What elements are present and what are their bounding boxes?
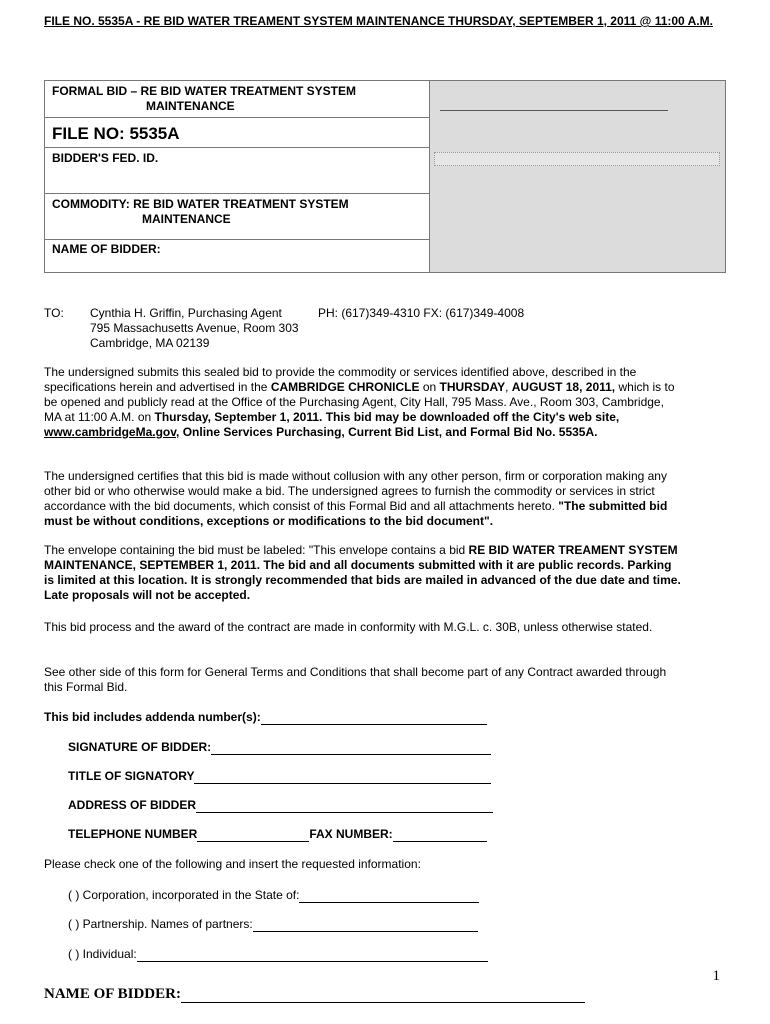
bid-paragraph-3: The envelope containing the bid must be labeled: "This envelope contains a bid RE BID WATER TREAMENT SYSTEM MAINTENANCE, SEPTEMBER 1, 2011. The bid and all documents submitted with it are public records. Parking is limited at this location. It is strongly recommended that bids are mailed in advanced of the due date and time. Late proposals will not be accepted. [44, 543, 681, 602]
formal-bid-title-cont: MAINTENANCE [146, 99, 235, 113]
box-rule [45, 147, 429, 148]
address-field: ADDRESS OF BIDDER [68, 798, 493, 813]
formal-bid-title: FORMAL BID – RE BID WATER TREATMENT SYSTEM [52, 84, 357, 98]
signature-input[interactable] [211, 742, 491, 755]
footer-bidder-input[interactable] [181, 988, 585, 1003]
title-field: TITLE OF SIGNATORY [68, 769, 491, 784]
addenda-field: This bid includes addenda number(s): [44, 710, 487, 725]
corporation-state-input[interactable] [299, 890, 479, 903]
corporation-checkbox[interactable]: ( ) Corporation, incorporated in the State of: [68, 888, 300, 902]
telephone-input[interactable] [197, 829, 309, 842]
page-number: 1 [712, 968, 720, 984]
name-of-bidder-label: NAME OF BIDDER: [52, 242, 161, 256]
box-divider [429, 81, 430, 272]
to-city: Cambridge, MA 02139 [90, 336, 210, 350]
addenda-input[interactable] [261, 712, 487, 725]
bid-paragraph-1: The undersigned submits this sealed bid to provide the commodity or services identified above, described in the specifications herein and advertised in the CAMBRIDGE CHRONICLE on THURSDAY, AUGUST 18, 2011, which is to be opened and publicly read at the Office of the Purchasing Agent, City Hall, 795 Mass. Ave., Room 303, Cambridge, MA at 11:00 A.M. on Thursday, September 1, 2011. This bid may be downloaded off the City's web site, www.cambridgeMa.gov, Online Services Purchasing, Current Bid List, and Formal Bid No. 5535A. [44, 365, 675, 439]
gray-panel-line [440, 110, 668, 111]
signature-field: SIGNATURE OF BIDDER: [68, 740, 491, 755]
bid-paragraph-2: The undersigned certifies that this bid is made without collusion with any other person, firm or corporation making any other bid or who otherwise would make a bid. The undersigned agrees to furnish the commodity or services in strict accordance with the bid documents, which consist of this Formal Bid and all attachments hereto. "The submitted bid must be without conditions, exceptions or modifications to the bid document". [44, 469, 668, 528]
individual-checkbox[interactable]: ( ) Individual: [68, 947, 137, 961]
to-label: TO: [44, 306, 64, 320]
city-website-link[interactable]: www.cambridgeMa.gov [44, 425, 177, 439]
footer-name-of-bidder: NAME OF BIDDER: [44, 986, 585, 1003]
option-corporation [68, 888, 479, 903]
box-rule [45, 239, 429, 240]
fax-input[interactable] [393, 829, 487, 842]
bidder-fed-id-label: BIDDER'S FED. ID. [52, 151, 159, 165]
document-header: FILE NO. 5535A - RE BID WATER TREAMENT SYSTEM MAINTENANCE THURSDAY, SEPTEMBER 1, 2011 @ 11:00 A.M. [44, 14, 713, 28]
box-rule [45, 117, 429, 118]
individual-input[interactable] [137, 949, 488, 962]
partners-input[interactable] [253, 919, 478, 932]
file-number: FILE NO: 5535A [52, 124, 180, 143]
bid-paragraph-5: See other side of this form for General Terms and Conditions that shall become part of any Contract awarded through this Formal Bid. [44, 665, 667, 694]
to-address: 795 Massachusetts Avenue, Room 303 [90, 321, 299, 335]
option-partnership [68, 917, 478, 932]
box-rule [45, 193, 429, 194]
commodity-label-cont: MAINTENANCE [142, 212, 231, 226]
partnership-checkbox[interactable]: ( ) Partnership. Names of partners: [68, 917, 253, 931]
bid-paragraph-4: This bid process and the award of the contract are made in conformity with M.G.L. c. 30B, unless otherwise stated. [44, 620, 653, 634]
title-input[interactable] [194, 771, 491, 784]
option-individual [68, 947, 488, 962]
phone-fax-field: TELEPHONE NUMBER FAX NUMBER: [68, 827, 487, 842]
commodity-label: COMMODITY: RE BID WATER TREATMENT SYSTEM [52, 197, 349, 211]
fed-id-input[interactable] [434, 152, 720, 166]
to-name: Cynthia H. Griffin, Purchasing Agent [90, 306, 282, 320]
to-phone: PH: (617)349-4310 FX: (617)349-4008 [318, 306, 525, 320]
address-input[interactable] [196, 800, 493, 813]
check-intro: Please check one of the following and insert the requested information: [44, 857, 421, 871]
